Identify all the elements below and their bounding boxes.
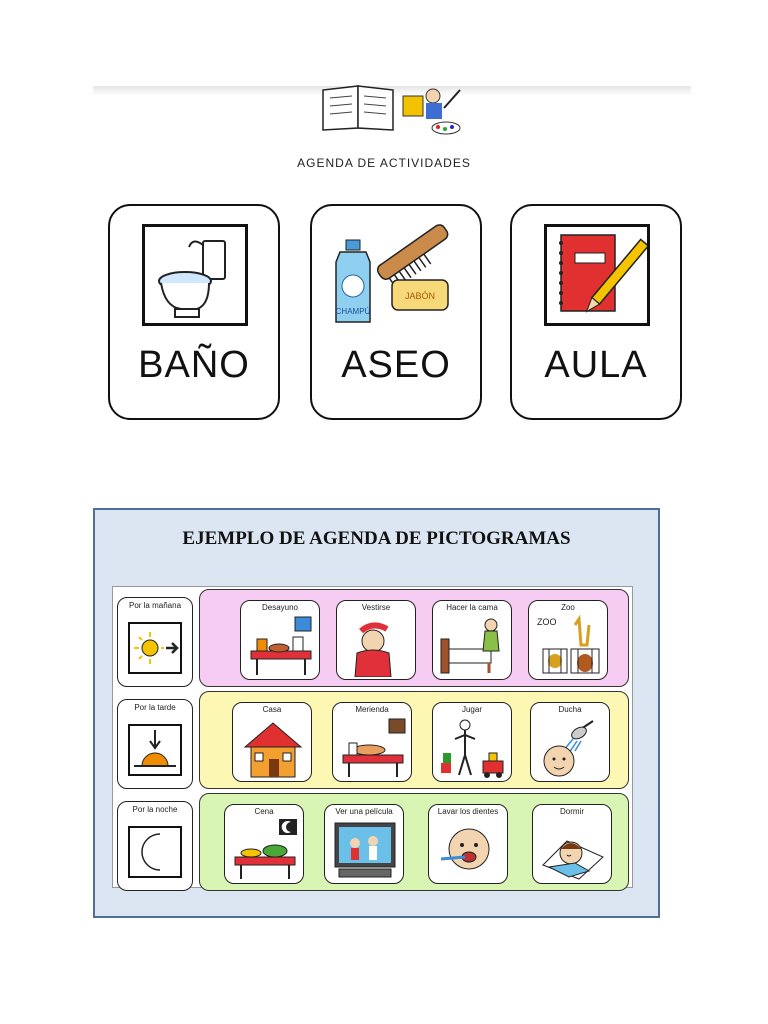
agenda-caption: AGENDA DE ACTIVIDADES: [297, 156, 471, 170]
card-label: AULA: [544, 344, 648, 386]
pictogram-agenda-panel: [93, 508, 660, 918]
hygiene-icon: [332, 218, 462, 328]
tv-movie-icon: [331, 819, 399, 881]
activity-label: Ducha: [558, 705, 582, 714]
row-night: [199, 793, 629, 891]
activity-label: Jugar: [461, 705, 482, 714]
moon-icon: [128, 826, 182, 878]
activity-label: Lavar los dientes: [437, 807, 499, 816]
dressing-icon: [343, 615, 411, 677]
period-afternoon: [117, 699, 193, 789]
activity-jugar[interactable]: [432, 702, 512, 782]
activity-zoo[interactable]: [528, 600, 608, 680]
period-night: [117, 801, 193, 891]
period-label: Por la mañana: [128, 601, 182, 610]
activity-cena[interactable]: [224, 804, 304, 884]
activity-lavar-dientes[interactable]: [428, 804, 508, 884]
dinner-icon: [231, 819, 299, 881]
soap-label: JABÓN: [404, 291, 436, 301]
card-bano[interactable]: [108, 204, 280, 420]
make-bed-icon: [439, 615, 507, 677]
activity-dormir[interactable]: [532, 804, 612, 884]
sunset-icon: [128, 724, 182, 776]
card-aseo[interactable]: [310, 204, 482, 420]
notebook-pencil-icon: [544, 224, 650, 326]
row-morning: [199, 589, 629, 687]
activity-label: Zoo: [561, 603, 575, 612]
zoo-icon: [535, 615, 603, 677]
card-label: ASEO: [341, 344, 451, 386]
zoo-sign: ZOO: [537, 617, 557, 627]
snack-icon: [339, 717, 407, 779]
activity-vestirse[interactable]: [336, 600, 416, 680]
card-aula[interactable]: [510, 204, 682, 420]
activity-label: Merienda: [355, 705, 389, 714]
agenda-board: [112, 586, 633, 888]
activity-label: Desayuno: [261, 603, 299, 612]
period-label: Por la noche: [132, 805, 178, 814]
activity-label: Dormir: [560, 807, 584, 816]
play-icon: [439, 717, 507, 779]
activity-label: Cena: [254, 807, 274, 816]
activity-label: Ver una película: [335, 807, 393, 816]
panel-title: EJEMPLO DE AGENDA DE PICTOGRAMAS: [182, 528, 571, 549]
toilet-icon: [142, 224, 248, 326]
period-label: Por la tarde: [134, 703, 176, 712]
row-afternoon: [199, 691, 629, 789]
activity-label: Hacer la cama: [446, 603, 498, 612]
house-icon: [239, 717, 307, 779]
shampoo-label: CHAMPÚ: [335, 307, 371, 316]
shower-icon: [537, 717, 605, 779]
sunrise-icon: [128, 622, 182, 674]
brush-teeth-icon: [435, 819, 503, 881]
card-label: BAÑO: [138, 344, 250, 386]
breakfast-icon: [247, 615, 315, 677]
activity-desayuno[interactable]: [240, 600, 320, 680]
activity-casa[interactable]: [232, 702, 312, 782]
activity-merienda[interactable]: [332, 702, 412, 782]
activity-ver-pelicula[interactable]: [324, 804, 404, 884]
activity-label: Vestirse: [361, 603, 391, 612]
activity-hacer-cama[interactable]: [432, 600, 512, 680]
activity-ducha[interactable]: [530, 702, 610, 782]
period-morning: [117, 597, 193, 687]
agenda-illustration-icon: [318, 82, 478, 142]
activity-label: Casa: [262, 705, 282, 714]
sleep-icon: [539, 819, 607, 881]
